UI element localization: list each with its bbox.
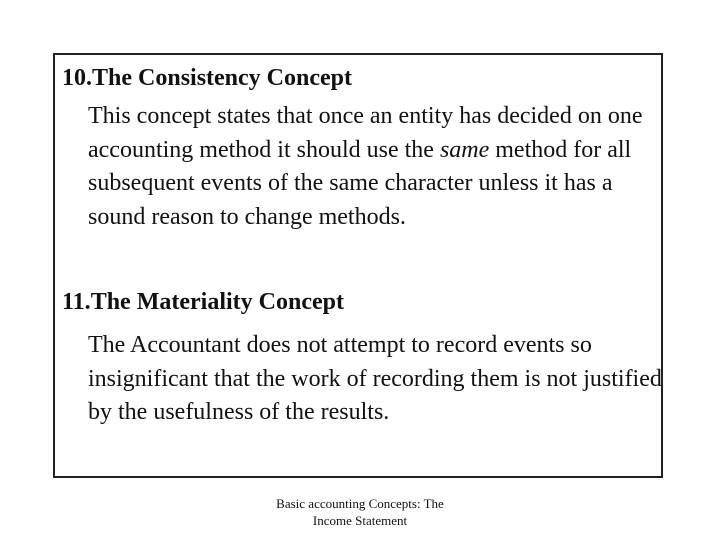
section-title: The Materiality Concept xyxy=(90,289,344,315)
paragraph-text-continued: method for all subsequent events of the same character unless it has a sound reason to change methods. xyxy=(88,136,632,230)
footer-line: Income Statement xyxy=(312,513,408,528)
consistency-paragraph xyxy=(88,100,663,234)
paragraph-text: This concept states that once an entity has decided on one accounting method it should use the xyxy=(88,103,643,163)
section-number: 11. xyxy=(62,289,91,315)
footer-line: Basic accounting Concepts: The xyxy=(276,496,444,511)
section-number: 10. xyxy=(62,65,92,91)
materiality-paragraph: The Accountant does not attempt to record events so insignificant that the work of recording them is not justified by the usefulness of the results. xyxy=(88,332,662,425)
emphasized-word: same xyxy=(439,136,490,163)
slide-footer xyxy=(240,495,480,529)
content-box xyxy=(53,53,663,478)
consistency-heading xyxy=(62,64,352,92)
materiality-heading xyxy=(62,288,344,316)
section-title: The Consistency Concept xyxy=(92,65,353,91)
